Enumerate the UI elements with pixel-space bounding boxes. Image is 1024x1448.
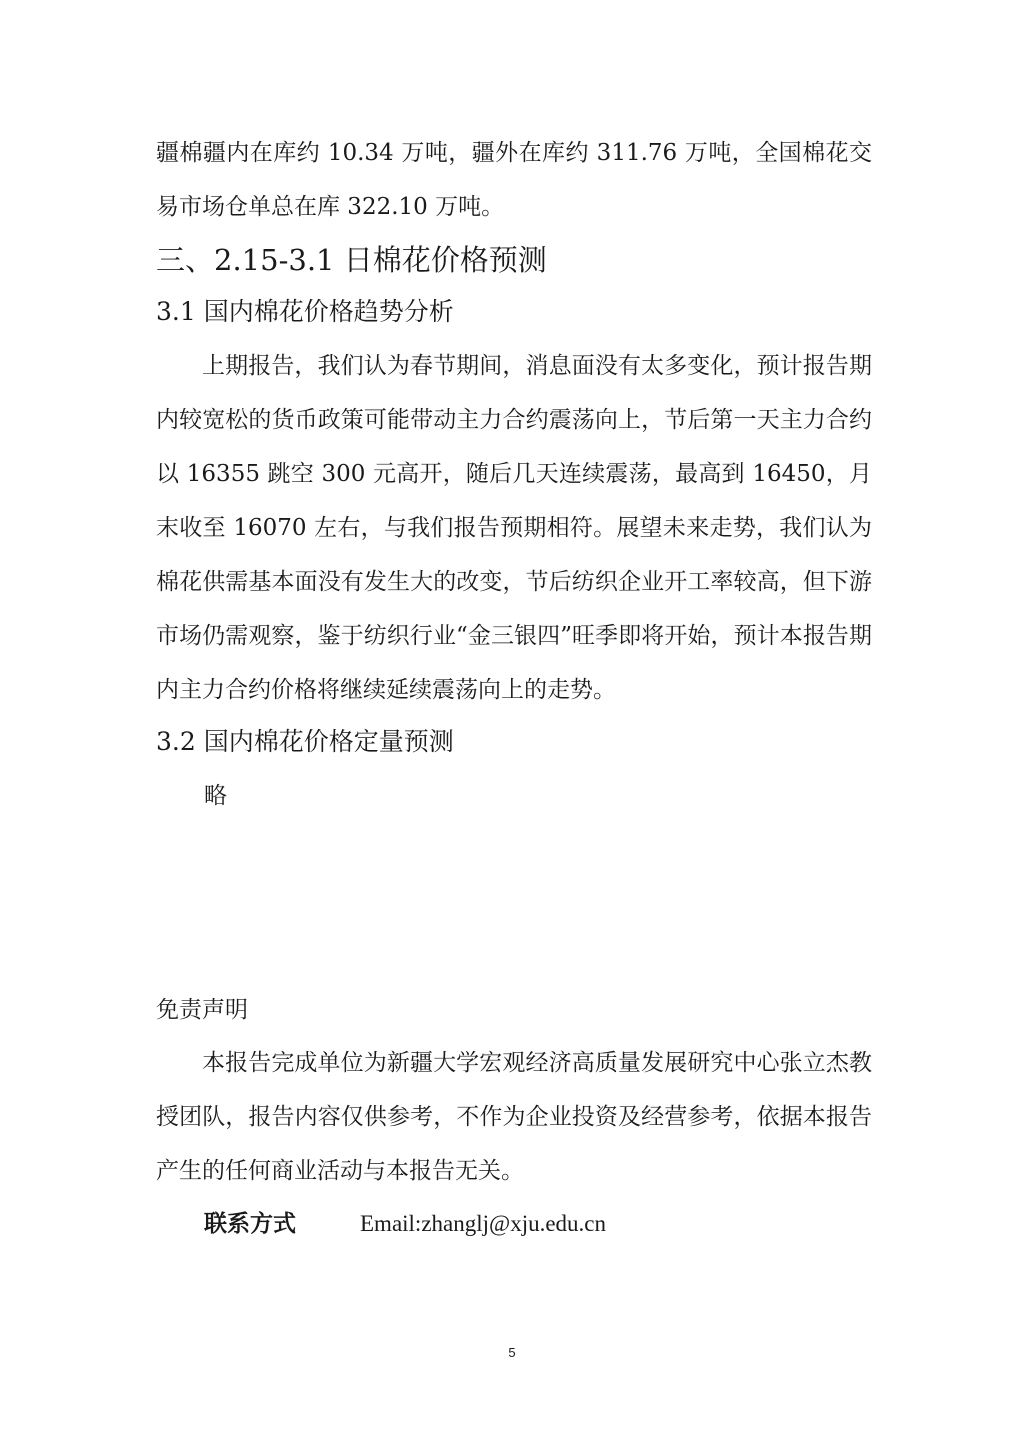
paragraph-inventory: 疆棉疆内在库约 10.34 万吨，疆外在库约 311.76 万吨，全国棉花交易市场仓单总在库 322.10 万吨。	[156, 140, 872, 220]
disclaimer-text: 本报告完成单位为新疆大学宏观经济高质量发展研究中心张立杰教授团队，报告内容仅供参考，不作为企业投资及经营参考，依据本报告产生的任何商业活动与本报告无关。	[156, 1050, 872, 1184]
subsection-heading-trend-analysis: 3.1 国内棉花价格趋势分析	[156, 297, 454, 326]
section-heading-price-forecast: 三、2.15-3.1 日棉花价格预测	[156, 243, 547, 277]
contact-email: Email:zhanglj@xju.edu.cn	[360, 1211, 607, 1236]
page-number: 5	[508, 1345, 516, 1360]
disclaimer-title: 免责声明	[156, 997, 248, 1023]
paragraph-omitted: 略	[204, 783, 227, 809]
subsection-heading-quantitative-forecast: 3.2 国内棉花价格定量预测	[156, 727, 454, 756]
contact-label: 联系方式	[204, 1211, 296, 1237]
paragraph-trend-analysis: 上期报告，我们认为春节期间，消息面没有太多变化，预计报告期内较宽松的货币政策可能带动主力合约震荡向上，节后第一天主力合约以 16355 跳空 300 元高开，随后几天连续震荡，最高到 16450，月末收至 16070 左右，与我们报告预期相符。展望未来走势，我们认为棉花供需基本面没有发生大的改变，节后纺织企业开工率较高，但下游市场仍需观察，鉴于纺织行业“金三银四”旺季即将开始，预计本报告期内主力合约价格将继续延续震荡向上的走势。	[156, 353, 872, 703]
